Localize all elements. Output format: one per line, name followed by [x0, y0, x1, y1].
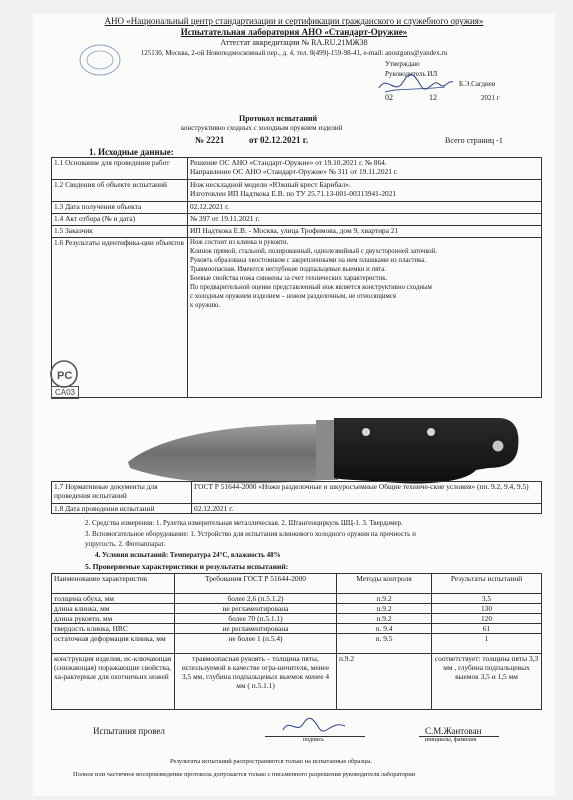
table-row: [52, 214, 542, 226]
document-page: [33, 14, 555, 796]
table-cell: п.9.2: [337, 604, 432, 614]
svg-text:PC: PC: [57, 370, 73, 382]
tester-name: С.М.Жантован: [425, 726, 482, 736]
table-cell: не регламентирована: [175, 624, 337, 634]
approval-head: Руководитель ИЛ: [385, 70, 438, 78]
table-cell: соответствует: толщина пяты 3,3 мм , глубина подпальцевых выемок 3,5 и 1,5 мм: [432, 654, 542, 710]
table-row: [52, 604, 542, 614]
table-cell: конструкция изделия, ис-ключающая (снижающая) поражающие свойства, ха-рактерные для охотничьих ножей: [52, 654, 175, 710]
table-row: [52, 202, 542, 214]
row-label: 1.8 Дата проведения испытаний: [52, 504, 192, 514]
identification-line: с холодным оружием изделием – ножом разделочным, не относящимся: [190, 293, 396, 300]
row-label: 1.2 Сведения об объекте испытаний: [52, 180, 188, 202]
table-cell: п.9.2: [337, 594, 432, 604]
table-cell: 130: [432, 604, 542, 614]
table-row: [52, 238, 542, 398]
page-count: Всего страниц -1: [445, 136, 503, 145]
approval-name: Б.Э.Сагдиев: [459, 80, 496, 88]
footnote-1: Результаты испытаний распространяются только на испытанные образцы.: [170, 758, 373, 765]
tester-signature: [279, 714, 349, 736]
protocol-date: от 02.12.2021 г.: [249, 135, 309, 145]
row-label: 1.7 Нормативные документы для проведения испытаний: [52, 482, 192, 504]
table-cell: длина рукояти, мм: [52, 614, 175, 624]
table-row: [52, 624, 542, 634]
lab-stamp: [77, 42, 123, 78]
row-label: 1.6 Результаты идентифика-ции объектов: [52, 238, 188, 398]
section-5: 5. Проверяемые характеристики и результаты испытаний:: [85, 562, 289, 571]
identification-line: По предварительной оценке представленный нож является конструктивно сходным: [190, 284, 432, 291]
column-header: Результаты испытаний: [432, 574, 542, 594]
table-cell: 3,5: [432, 594, 542, 604]
table-cell: более 70 (п.5.1.1): [175, 614, 337, 624]
protocol-subtitle: конструктивно сходных с холодным оружием изделий: [181, 124, 343, 132]
source-data-table: [51, 157, 542, 398]
protocol-title: Протокол испытаний: [239, 114, 318, 123]
table-cell: толщина обуха, мм: [52, 594, 175, 604]
table-cell: 120: [432, 614, 542, 624]
table-row: [52, 180, 542, 202]
row-value: 02.12.2021 г.: [188, 202, 542, 214]
protocol-number: № 2221: [195, 135, 225, 145]
table-row: [52, 654, 542, 710]
approval-month: 12: [429, 93, 437, 102]
approval-label: Утверждаю: [385, 60, 420, 68]
row-value: Решение ОС АНО «Стандарт-Оружие» от 19.10.2021 г. № 864. Направление ОС АНО «Стандарт-Оружие» № 311 от 19.11.2021 г.: [188, 158, 542, 180]
identification-line: Нож состоит из клинка и рукояти.: [190, 239, 289, 246]
table-row: [52, 504, 542, 514]
organization-name: АНО «Национальный центр стандартизации и сертификации гражданского и служебного оружия»: [104, 16, 484, 26]
table-cell: остаточная деформация клинка, мм: [52, 634, 175, 654]
table-cell: п.9.2: [337, 654, 432, 710]
table-cell: не регламентирована: [175, 604, 337, 614]
identification-text: [188, 238, 542, 398]
column-header: Методы контроля: [337, 574, 432, 594]
row-label: 1.3 Дата получения объекта: [52, 202, 188, 214]
results-header-row: [52, 574, 542, 594]
conducted-label: Испытания провел: [93, 726, 165, 736]
identification-line: к оружию.: [190, 302, 221, 309]
row-label: 1.4 Акт отбора (№ и дата): [52, 214, 188, 226]
table-cell: п. 9.4: [337, 624, 432, 634]
column-header: Требования ГОСТ Р 51644-2000: [175, 574, 337, 594]
table-cell: 61: [432, 624, 542, 634]
column-header: Наименование характеристик: [52, 574, 175, 594]
table-cell: п.9.2: [337, 614, 432, 624]
lab-name: Испытательная лаборатория АНО «Стандарт-Оружие»: [180, 27, 408, 37]
row-value: № 397 от 19.11.2021 г.: [188, 214, 542, 226]
table-cell: не более 1 (п.5.4): [175, 634, 337, 654]
table-cell: 1: [432, 634, 542, 654]
table-row: [52, 226, 542, 238]
identification-line: Клинок прямой, стальной, полированный, однолезвийный с двухсторонней заточкой.: [190, 248, 438, 255]
accreditation: Аттестат аккредитации № RA.RU.21МЖ38: [220, 38, 368, 47]
table-cell: твердость клинка, HRC: [52, 624, 175, 634]
name-caption: инициалы, фамилия: [425, 737, 477, 743]
row-label: 1.1 Основание для проведения работ: [52, 158, 188, 180]
row-value: Нож нескладной модели «Южный крест Барибал». Изготовлен ИП Надткока Е.В. по ТУ 25.71.13-001-00313941-2021: [188, 180, 542, 202]
table-cell: длина клинка, мм: [52, 604, 175, 614]
table-row: [52, 482, 542, 504]
approval-year: 2021 г: [481, 94, 500, 102]
table-row: [52, 634, 542, 654]
section-1-heading: 1. Исходные данные:: [89, 147, 174, 157]
table-cell: более 2,6 (п.5.1.2): [175, 594, 337, 604]
approval-day: 02: [385, 93, 393, 102]
signature-caption: подпись: [303, 737, 324, 743]
table-cell: травмоопасная рукоять – толщина пяты, используемой в качестве огра-ничителя, менее 3,5 мм, глубина подпальцевых выемок менее 4 мм ( п.5.1.1): [175, 654, 337, 710]
identification-line: Боевые свойства ножа снижены за счет технических характеристик.: [190, 275, 388, 282]
table-row: [52, 594, 542, 604]
section-3-cont: упругость. 2. Фотоаппарат.: [85, 540, 166, 548]
footnote-2: Полное или частичное воспроизведение протокола допускается только с письменного разрешения руководителя лаборатории: [73, 771, 416, 778]
identification-line: Травмоопасная. Имеются неглубокие подпальцевые выемки и пята.: [190, 266, 387, 273]
knife-photo: [126, 402, 521, 492]
results-table: [51, 573, 542, 710]
table-cell: п. 9.5: [337, 634, 432, 654]
identification-line: Рукоять образована хвостовиком с закрепленными на нем плашками из пластика.: [190, 257, 427, 264]
table-row: [52, 158, 542, 180]
row-value: ГОСТ Р 51644-2000 «Ножи разделочные и шкуросъемные Общие техниче-ские условия» (пп. 9.2, 9.4, 9.5): [192, 482, 542, 504]
row-label: 1.5 Заказчик: [52, 226, 188, 238]
certification-code: CA03: [51, 386, 79, 399]
section-4: 4. Условия испытаний: Температура 24°С, влажность 48%: [95, 551, 281, 559]
section-2: 2. Средства измерения: 1. Рулетка измерительная металлическая. 2. Штангенциркуль ШЦ-1. 3. Твердомер.: [85, 519, 403, 527]
row-value: 02.12.2021 г.: [192, 504, 542, 514]
row-value: ИП Надткока Е.В. - Москва, улица Трофимова, дом 9, хвартира 21: [188, 226, 542, 238]
norms-table: [51, 481, 542, 514]
section-3: 3. Вспомогательное оборудование: 1. Устройство для испытания клинкового холодного оружия на прочность и: [85, 530, 416, 538]
table-row: [52, 614, 542, 624]
lab-address: 125130, Москва, 2-ой Новоподмосковный пер., д. 4, тел. 8(499)-159-98-41, e-mail: anostguns@yandex.ru: [140, 49, 448, 57]
